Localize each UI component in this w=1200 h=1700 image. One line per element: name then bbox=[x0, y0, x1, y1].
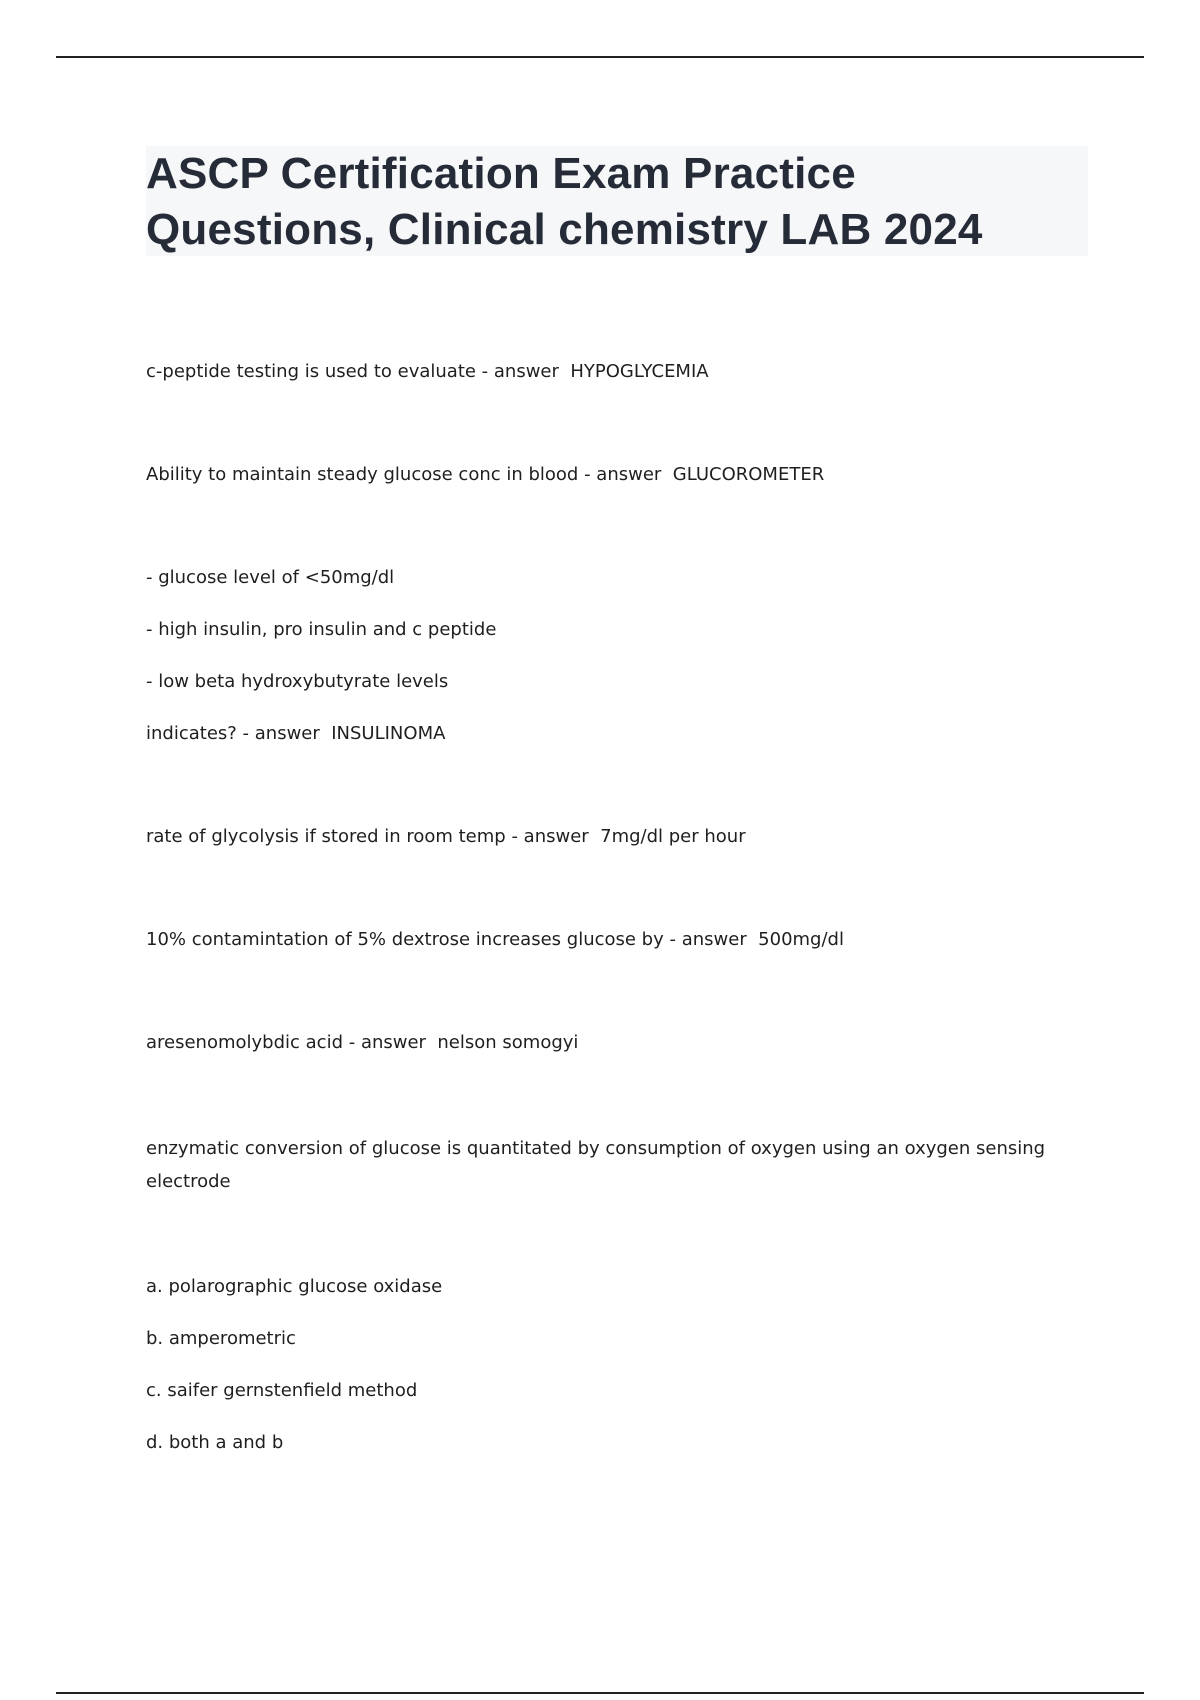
question-text: enzymatic conversion of glucose is quantitated by consumption of oxygen using an oxygen sensing electrode bbox=[146, 1138, 1051, 1192]
document-title: ASCP Certification Exam Practice Questions, Clinical chemistry LAB 2024 bbox=[146, 149, 983, 254]
document-title-block bbox=[146, 146, 1088, 256]
list-item: - low beta hydroxybutyrate levels bbox=[146, 671, 449, 692]
qa-item: rate of glycolysis if stored in room temp - answer 7mg/dl per hour bbox=[146, 826, 746, 847]
option-item: c. saifer gernstenfield method bbox=[146, 1380, 418, 1401]
list-item: - glucose level of <50mg/dl bbox=[146, 567, 395, 588]
option-item: a. polarographic glucose oxidase bbox=[146, 1276, 443, 1297]
qa-item: 10% contamintation of 5% dextrose increases glucose by - answer 500mg/dl bbox=[146, 929, 844, 950]
qa-item: aresenomolybdic acid - answer nelson somogyi bbox=[146, 1032, 579, 1053]
top-divider bbox=[56, 56, 1144, 58]
qa-item: Ability to maintain steady glucose conc in blood - answer GLUCOROMETER bbox=[146, 464, 825, 485]
qa-item: c-peptide testing is used to evaluate - answer HYPOGLYCEMIA bbox=[146, 361, 709, 382]
qa-item: indicates? - answer INSULINOMA bbox=[146, 723, 446, 744]
option-item: b. amperometric bbox=[146, 1328, 296, 1349]
document-body bbox=[146, 358, 1066, 1457]
option-item: d. both a and b bbox=[146, 1432, 284, 1453]
list-item: - high insulin, pro insulin and c peptide bbox=[146, 619, 497, 640]
bottom-divider bbox=[56, 1692, 1144, 1694]
